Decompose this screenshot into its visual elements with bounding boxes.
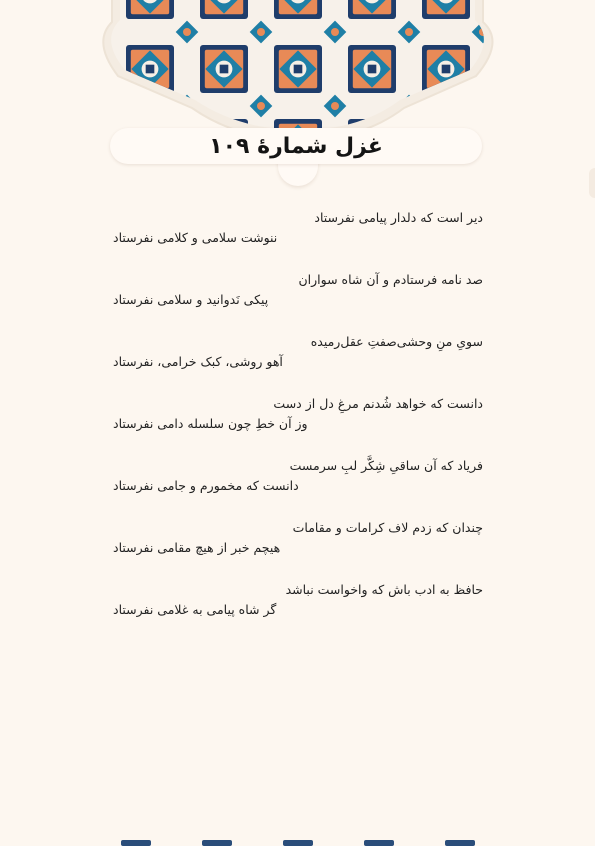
first-hemistich: فریاد که آن ساقیِ شِکَّر لبِ سرمست: [289, 458, 483, 473]
star-motif: [398, 169, 421, 190]
side-tab: [589, 168, 595, 198]
tile-motif: [348, 0, 396, 19]
tile-motif: [200, 45, 248, 93]
second-hemistich: هیچم خبر از هیچ مقامی نفرستاد: [113, 540, 281, 555]
star-motif: [324, 169, 347, 190]
tile-motif: [274, 0, 322, 19]
tile-segment: [121, 840, 151, 846]
second-hemistich: گر شاه پیامی به غلامی نفرستاد: [113, 602, 277, 617]
couplet: [113, 580, 483, 642]
first-hemistich: چندان که زدم لاف کرامات و مقامات: [292, 520, 483, 535]
couplet: [113, 270, 483, 332]
first-hemistich: دانست که خواهد شُدنم مرغِ دل از دست: [273, 396, 483, 411]
star-motif: [176, 169, 199, 190]
tile-motif: [422, 0, 470, 19]
tile-segment: [445, 840, 475, 846]
page-title: غزل شمارهٔ ۱۰۹: [209, 133, 383, 159]
tile-segment: [283, 840, 313, 846]
second-hemistich: پیکی نَدوانید و سلامی نفرستاد: [113, 292, 269, 307]
star-motif: [250, 169, 273, 190]
tile-motif: [200, 0, 248, 19]
star-motif: [472, 95, 495, 118]
second-hemistich: آهو روشی، کبک خرامی، نفرستاد: [113, 354, 283, 369]
tile-motif: [348, 45, 396, 93]
first-hemistich: حافظ به ادب باش که واخواست نباشد: [285, 582, 483, 597]
second-hemistich: دانست که مخمورم و جامی نفرستاد: [113, 478, 299, 493]
couplet: [113, 208, 483, 270]
star-motif: [472, 169, 495, 190]
second-hemistich: ننوشت سلامی و کلامی نفرستاد: [113, 230, 278, 245]
tile-segment: [202, 840, 232, 846]
title-box: [110, 128, 482, 164]
tile-motif: [126, 0, 174, 19]
poem: [113, 208, 483, 642]
couplet: [113, 518, 483, 580]
first-hemistich: صد نامه فرستادم و آن شاه سواران: [298, 272, 483, 287]
couplet: [113, 456, 483, 518]
second-hemistich: وز آن خطِ چون سلسله دامی نفرستاد: [113, 416, 308, 431]
first-hemistich: دیر است که دلدار پیامی نفرستاد: [314, 210, 483, 225]
tile-motif: [274, 45, 322, 93]
couplet: [113, 394, 483, 456]
first-hemistich: سویِ منِ وحشی‌صفتِ عقل‌رمیده: [310, 334, 483, 349]
tile-segment: [364, 840, 394, 846]
couplet: [113, 332, 483, 394]
tile-strip-icon: [95, 840, 500, 846]
